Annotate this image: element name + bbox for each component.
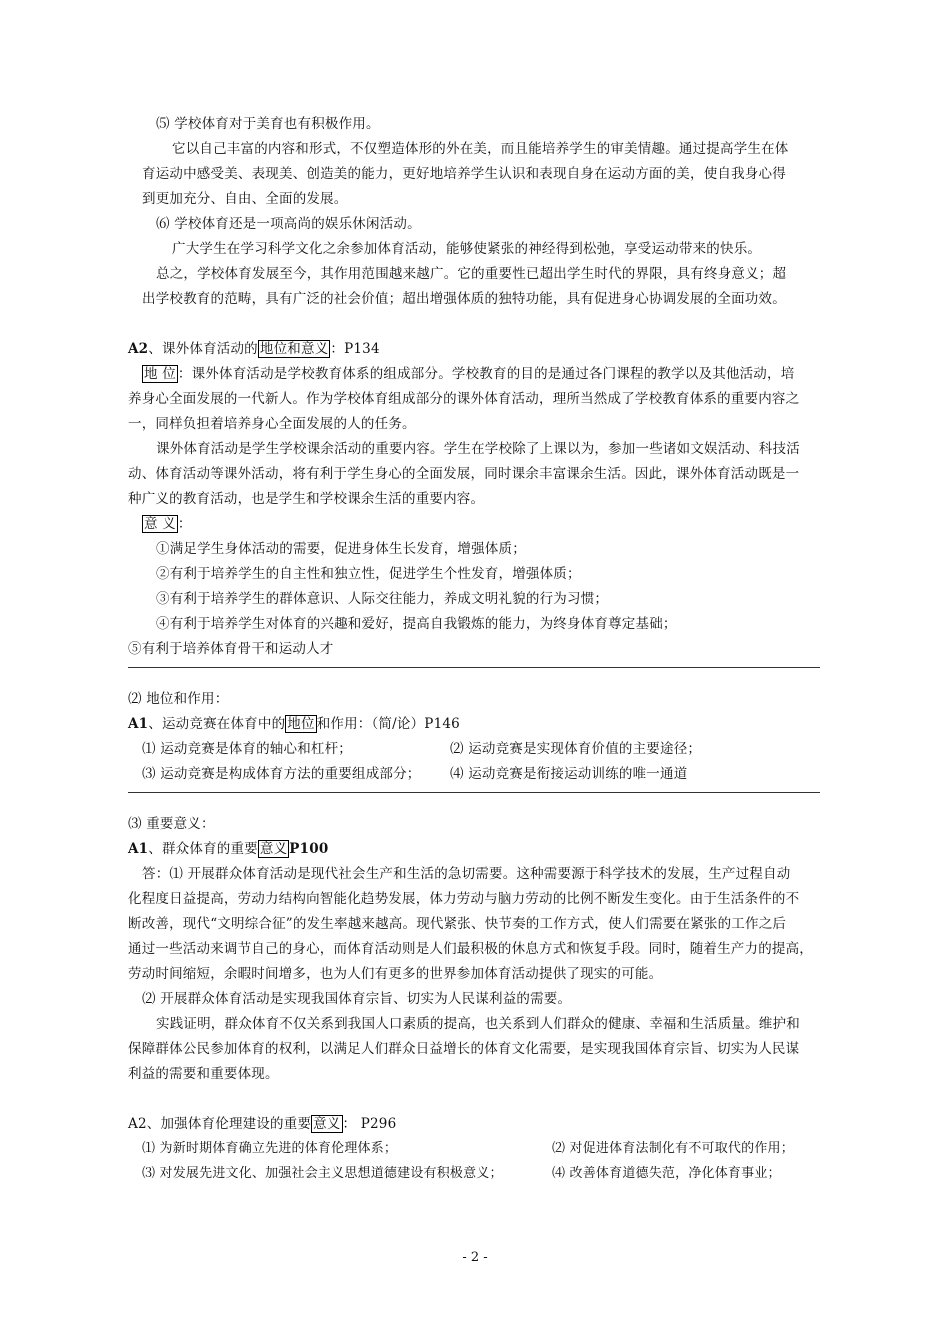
heading-suffix: 和作用：（简/论）P146 [316,716,460,732]
ethics-item: ⑶ 对发展先进文化、加强社会主义思想道德建设有积极意义； [142,1166,503,1181]
status-text: ：课外体育活动是学校教育体系的组成部分。学校教育的目的是通过各门课程的教学以及其他活动，培 [177,366,795,382]
status-line: 一，同样负担着培养身心全面发展的人的任务。 [128,416,416,432]
dashed-divider [128,792,820,793]
answer-line: 断改善，现代“文明综合征”的发生率越来越高。现代紧张、快节奏的工作方式，使人们需要在紧张的工作之后 [128,916,787,932]
meaning-item: ③有利于培养学生的群体意识、人际交往能力，养成文明礼貌的行为习惯； [156,591,609,607]
ethics-item: ⑵ 对促进体育法制化有不可取代的作用； [552,1141,794,1156]
status-label: 地 位 [144,366,176,382]
para2-line: 课外体育活动是学生学校课余活动的重要内容。学生在学校除了上课以为，参加一些诸如文娱活动、科技活 [156,441,800,457]
section2-heading [128,340,380,358]
meaning-label: 意 义 [144,516,176,532]
heading-prefix: A2、加强体育伦理建设的重要 [128,1116,312,1132]
ethics-item: ⑷ 改善体育道德失范，净化体育事业； [552,1166,781,1181]
meaning-item: ②有利于培养学生的自主性和独立性，促进学生个性发育，增强体质； [156,566,581,582]
item2-body-line: 保障群体公民参加体育的权利，以满足人们群众日益增长的体育文化需要，是实现我国体育宗旨、切实为人民谋 [128,1041,800,1057]
heading-boxed-term: 地位 [287,716,315,732]
heading-prefix: A1 [128,716,149,732]
heading-suffix: ：P134 [330,341,380,357]
item5-body-line: 育运动中感受美、表现美、创造美的能力，更好地培养学生认识和表现自身在运动方面的美，使自我身心得 [142,166,786,182]
heading-suffix: P100 [289,841,329,857]
section4-title: ⑶ 重要意义： [128,816,215,832]
para2-line: 种广义的教育活动，也是学生和学校课余生活的重要内容。 [128,491,485,507]
heading-mid: 、运动竞赛在体育中的 [148,716,286,732]
competition-item: ⑶ 运动竞赛是构成体育方法的重要组成部分； [142,766,421,782]
meaning-item: ⑤有利于培养体育骨干和运动人才 [128,641,334,657]
status-line: 养身心全面发展的一代新人。作为学校体育组成部分的课外体育活动，理所当然成了学校教育体系的重要内容之 [128,391,800,407]
answer-line: 通过一些活动来调节自己的身心，而体育活动则是人们最积极的休息方式和恢复手段。同时，随着生产力的提高， [128,941,813,957]
item5-body-line: 到更加充分、自由、全面的发展。 [142,191,348,207]
heading-prefix: A1 [128,841,149,857]
heading-mid: 、群众体育的重要 [148,841,258,857]
heading-suffix: ： P296 [342,1116,397,1132]
heading-boxed-term: 地位和意义 [259,341,329,357]
dashed-divider [128,667,820,668]
item5-title: ⑸ 学校体育对于美育也有积极作用。 [156,116,380,132]
meaning-item: ④有利于培养学生对体育的兴趣和爱好，提高自我锻炼的能力，为终身体育尊定基础； [156,616,677,632]
answer-line: 化程度日益提高，劳动力结构向智能化趋势发展，体力劳动与脑力劳动的比例不断发生变化。由于生活条件的不 [128,891,800,907]
section4-heading [128,840,328,858]
meaning-suffix: ： [177,516,192,532]
item6-body: 广大学生在学习科学文化之余参加体育活动，能够使紧张的神经得到松弛，享受运动带来的快乐。 [172,241,762,257]
para2-line: 动、体育活动等课外活动，将有利于学生身心的全面发展，同时课余丰富课余生活。因此，课外体育活动既是一 [128,466,800,482]
item2-body-line: 实践证明，群众体育不仅关系到我国人口素质的提高，也关系到人们群众的健康、幸福和生活质量。维护和 [156,1016,800,1032]
section3-title: ⑵ 地位和作用： [128,691,229,707]
summary-line: 总之，学校体育发展至今，其作用范围越来越广。它的重要性已超出学生时代的界限，具有终身意义；超 [156,266,787,282]
item2-body-line: 利益的需要和重要体现。 [128,1066,279,1082]
page-number: - 2 - [462,1250,488,1265]
item6-title: ⑹ 学校体育还是一项高尚的娱乐休闲活动。 [156,216,421,232]
competition-item: ⑷ 运动竞赛是衔接运动训练的唯一通道 [450,766,688,782]
meaning-item: ①满足学生身体活动的需要，促进身体生长发育，增强体质； [156,541,526,557]
answer-line: 答：⑴ 开展群众体育活动是现代社会生产和生活的急切需要。这种需要源于科学技术的发展，生产过程自动 [142,866,791,882]
heading-boxed-term: 意义 [313,1116,341,1132]
competition-item: ⑵ 运动竞赛是实现体育价值的主要途径； [450,741,702,757]
section5-heading [128,1115,396,1133]
summary-line: 出学校教育的范畴，具有广泛的社会价值；超出增强体质的独特功能，具有促进身心协调发展的全面功效。 [142,291,786,307]
ethics-item: ⑴ 为新时期体育确立先进的体育伦理体系； [142,1141,398,1156]
heading-prefix: A2 [128,341,149,357]
item2-title: ⑵ 开展群众体育活动是实现我国体育宗旨、切实为人民谋利益的需要。 [142,991,572,1007]
competition-item: ⑴ 运动竞赛是体育的轴心和杠杆； [142,741,352,757]
answer-line: 劳动时间缩短，余暇时间增多，也为人们有更多的世界参加体育活动提供了现实的可能。 [128,966,663,982]
heading-boxed-term: 意义 [259,841,288,857]
status-line [142,365,794,383]
meaning-heading [142,515,192,533]
section3-heading [128,715,460,733]
heading-mid: 、课外体育活动的 [148,341,258,357]
item5-body-line: 它以自己丰富的内容和形式，不仅塑造体形的外在美，而且能培养学生的审美情趣。通过提高学生在体 [172,141,789,157]
